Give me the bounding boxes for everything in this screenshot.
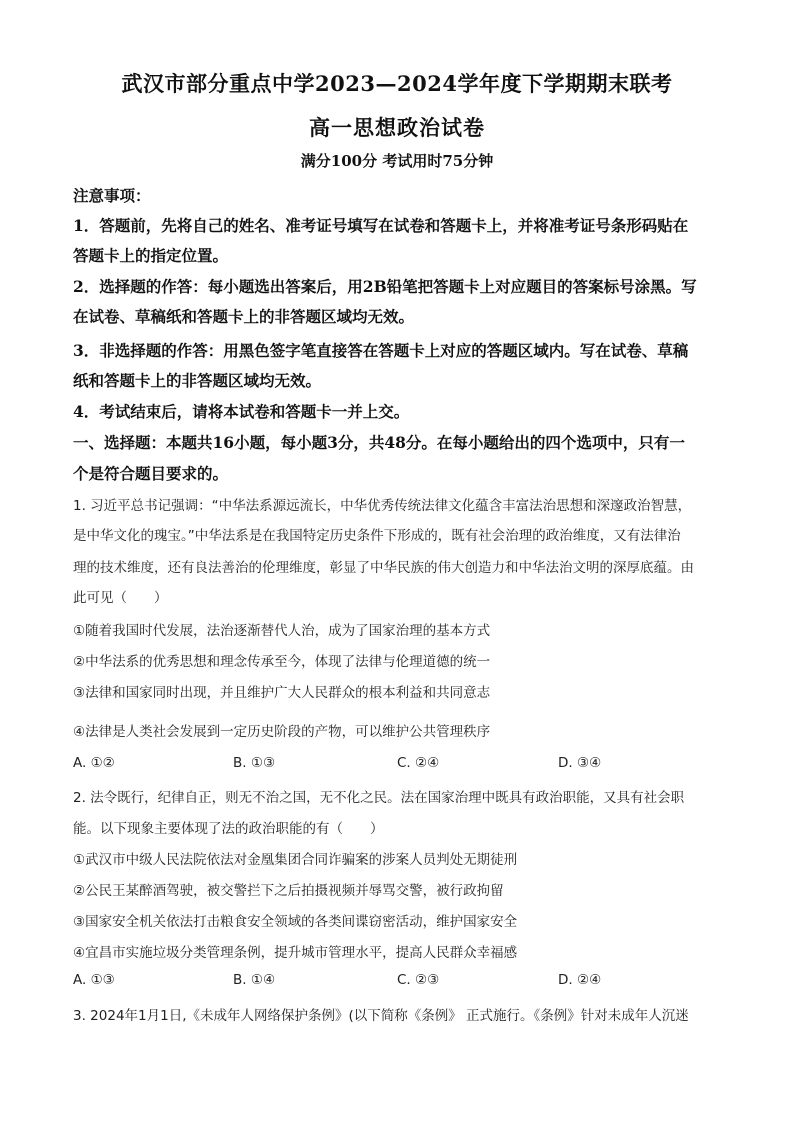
question-2-item: ②公民王某醉酒驾驶，被交警拦下之后拍摄视频并辱骂交警，被行政拘留: [73, 883, 504, 899]
notes-line: 3．非选择题的作答：用黑色签字笔直接答在答题卡上对应的答题区域内。写在试卷、草稿: [73, 341, 689, 360]
question-1-options: [73, 755, 723, 775]
question-1-stem: 1. 习近平总书记强调：“中华法系源远流长，中华优秀传统法律文化蕴含丰富法治思想和深邃政治智慧，: [73, 498, 692, 514]
question-1-stem: 是中华文化的瑰宝。”中华法系是在我国特定历史条件下形成的，既有社会治理的政治维度，又有法律治: [73, 528, 681, 544]
notes-line: 答题卡上的指定位置。: [73, 246, 229, 265]
option-d[interactable]: D. ②④: [558, 972, 602, 988]
question-2-item: ①武汉市中级人民法院依法对金凰集团合同诈骗案的涉案人员判处无期徒刑: [73, 852, 518, 868]
question-1-item: ②中华法系的优秀思想和理念传承至今，体现了法律与伦理道德的统一: [73, 654, 491, 670]
question-1-item: ①随着我国时代发展，法治逐渐替代人治，成为了国家治理的基本方式: [73, 623, 491, 639]
notes-line: 在试卷、草稿纸和答题卡上的非答题区域均无效。: [73, 307, 415, 326]
section-heading: 个是符合题目要求的。: [73, 464, 229, 483]
option-b[interactable]: B. ①④: [233, 972, 276, 988]
question-2-options: [73, 972, 723, 992]
question-2-item: ④宜昌市实施垃圾分类管理条例，提升城市管理水平，提高人民群众幸福感: [73, 945, 518, 961]
option-b[interactable]: B. ①③: [233, 755, 276, 771]
question-3-stem: 3. 2024年1月1日,《未成年人网络保护条例》(以下简称《条例》 正式施行。《条例》针对未成年人沉迷: [73, 1008, 689, 1024]
question-2-item: ③国家安全机关依法打击粮食安全领域的各类间谍窃密活动，维护国家安全: [73, 914, 518, 930]
question-1-stem: 此可见（ ）: [73, 590, 168, 606]
option-a[interactable]: A. ①③: [73, 972, 115, 988]
question-2-stem: 2. 法令既行，纪律自正，则无不治之国，无不化之民。法在国家治理中既具有政治职能，又具有社会职: [73, 790, 685, 806]
notes-heading: 注意事项：: [73, 186, 151, 205]
option-c[interactable]: C. ②③: [397, 972, 440, 988]
question-1-item: ④法律是人类社会发展到一定历史阶段的产物，可以维护公共管理秩序: [73, 724, 491, 740]
section-heading: 一、选择题：本题共16小题，每小题3分，共48分。在每小题给出的四个选项中，只有一: [73, 433, 685, 452]
question-1-item: ③法律和国家同时出现，并且维护广大人民群众的根本利益和共同意志: [73, 685, 491, 701]
question-2-stem: 能。以下现象主要体现了法的政治职能的有（ ）: [73, 821, 384, 837]
notes-line: 纸和答题卡上的非答题区域均无效。: [73, 371, 322, 390]
notes-line: 2．选择题的作答：每小题选出答案后，用2B铅笔把答题卡上对应题目的答案标号涂黑。写: [73, 277, 697, 296]
exam-meta: 满分100分 考试用时75分钟: [300, 152, 494, 170]
exam-subtitle: 高一思想政治试卷: [309, 115, 485, 140]
option-d[interactable]: D. ③④: [558, 755, 602, 771]
exam-title: 武汉市部分重点中学2023—2024学年度下学期期末联考: [121, 71, 673, 96]
option-a[interactable]: A. ①②: [73, 755, 115, 771]
notes-line: 4．考试结束后，请将本试卷和答题卡一并上交。: [73, 402, 410, 421]
question-1-stem: 理的技术维度，还有良法善治的伦理维度，彰显了中华民族的伟大创造力和中华法治文明的深厚底蕴。由: [73, 560, 694, 576]
notes-line: 1．答题前，先将自己的姓名、准考证号填写在试卷和答题卡上，并将准考证号条形码贴在: [73, 216, 689, 235]
option-c[interactable]: C. ②④: [397, 755, 440, 771]
